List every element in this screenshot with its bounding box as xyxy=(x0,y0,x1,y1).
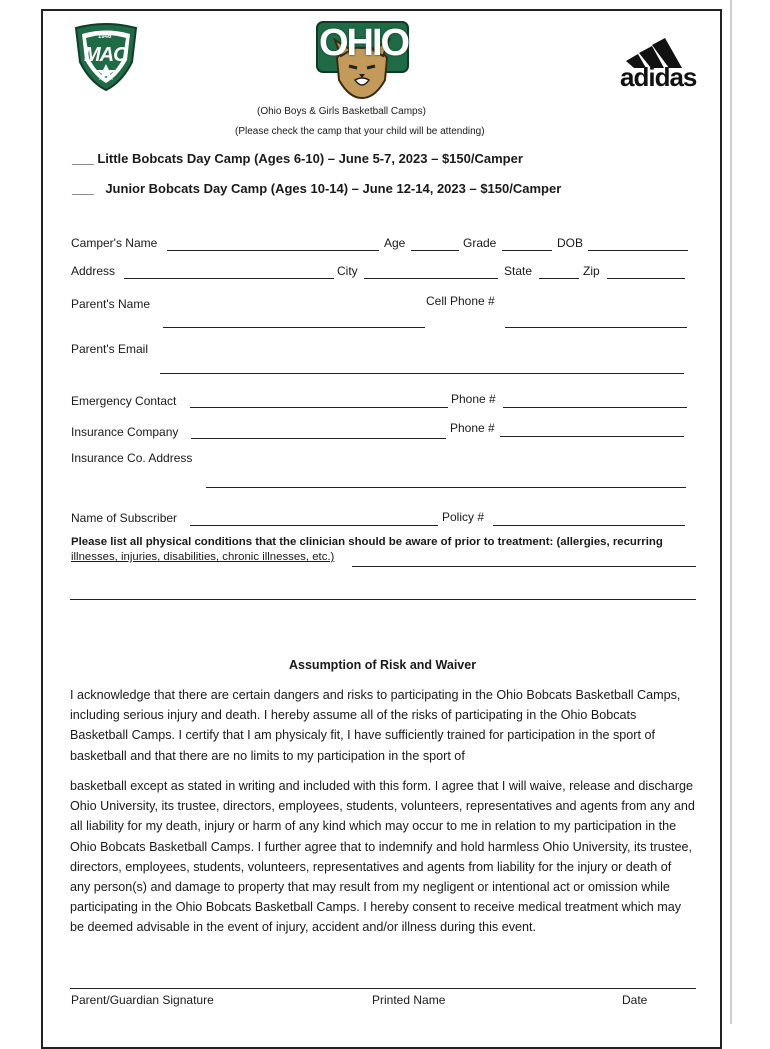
mac-text: MAC xyxy=(84,44,127,66)
age-label: Age xyxy=(384,236,406,250)
cell-phone-label: Cell Phone # xyxy=(426,294,495,308)
printed-name-label: Printed Name xyxy=(372,993,446,1007)
address-field[interactable] xyxy=(124,278,334,279)
dob-label: DOB xyxy=(557,236,584,250)
policy-label: Policy # xyxy=(442,510,485,524)
parents-name-label: Parent's Name xyxy=(71,297,150,311)
insurance-address-label: Insurance Co. Address xyxy=(71,451,193,465)
adidas-logo xyxy=(618,24,706,90)
ohio-bobcat-logo xyxy=(315,18,410,100)
insurance-address-field[interactable] xyxy=(206,487,686,488)
emergency-contact-label: Emergency Contact xyxy=(71,394,177,408)
waiver-paragraph-2: basketball except as stated in writing and included with this form. I agree that I will waive, release and discharge Ohio University, its trustee, directors, employees, students, volunteers, representatives and agents from any and all liability for my death, injury or harm of any kind which may occur to me in relation to my participation in the Ohio Bobcats Basketball Camps. I further agree that to indemnify and hold harmless Ohio University, its trustee, directors, employees, students, volunteers, representatives and agents from liability for the injury or death of any person(s) and damage to property that may result from my negligent or intentional act or omission while participating in the Ohio Bobcats Basketball Camps. I hereby consent to receive medical treatment which may be deemed advisable in the event of injury, accident and/or illness during this event. xyxy=(70,779,695,935)
conditions-line-2: illnesses, injuries, disabilities, chronic illnesses, etc.) xyxy=(71,551,335,563)
signature-line[interactable] xyxy=(70,988,696,989)
parents-email-label: Parent's Email xyxy=(71,342,148,356)
camp-instruction: (Please check the camp that your child will be attending) xyxy=(235,126,485,137)
dob-field[interactable] xyxy=(588,250,688,251)
address-label: Address xyxy=(71,264,116,278)
age-field[interactable] xyxy=(411,250,459,251)
page-edge xyxy=(730,0,732,1024)
cell-phone-field[interactable] xyxy=(505,327,687,328)
state-field[interactable] xyxy=(539,278,579,279)
conditions-field-1[interactable] xyxy=(352,566,696,567)
campers-name-label: Camper's Name xyxy=(71,236,158,250)
phone-label-1: Phone # xyxy=(451,392,496,406)
subscriber-label: Name of Subscriber xyxy=(71,511,178,525)
grade-field[interactable] xyxy=(502,250,552,251)
parents-name-field[interactable] xyxy=(163,327,425,328)
phone-label-2: Phone # xyxy=(450,421,495,435)
emergency-contact-field[interactable] xyxy=(190,407,448,408)
mac-year: 1946 xyxy=(98,34,112,40)
waiver-paragraph-1: I acknowledge that there are certain dangers and risks to participating in the Ohio Bobcats Basketball Camps, including serious injury and death. I hereby assume all of the risks of participating in the Ohio Bobcats Basketball Camps. I certify that I am physicaly fit, I have sufficiently trained for participation in the sport of basketball and that there are no limits to my participation in the sport of xyxy=(70,688,681,763)
city-label: City xyxy=(337,264,358,278)
insurance-company-label: Insurance Company xyxy=(71,425,179,439)
checkbox-blank[interactable]: ___ xyxy=(72,181,94,196)
waiver-title: Assumption of Risk and Waiver xyxy=(289,658,477,672)
mac-logo xyxy=(72,22,140,92)
checkbox-blank[interactable]: ___ xyxy=(72,151,94,166)
camp-option-little[interactable] xyxy=(72,151,523,166)
date-label: Date xyxy=(622,993,648,1007)
parent-signature-label: Parent/Guardian Signature xyxy=(71,993,214,1007)
camp-option-label: Little Bobcats Day Camp (Ages 6-10) – June 5-7, 2023 – $150/Camper xyxy=(97,151,523,166)
adidas-text: adidas xyxy=(620,62,697,92)
conditions-line-1: Please list all physical conditions that the clinician should be aware of prior to treatment: (allergies, recurring xyxy=(71,536,663,548)
conditions-field-2[interactable] xyxy=(70,599,696,600)
parents-email-field[interactable] xyxy=(160,373,684,374)
subscriber-field[interactable] xyxy=(190,525,438,526)
grade-label: Grade xyxy=(463,236,497,250)
zip-field[interactable] xyxy=(607,278,685,279)
zip-label: Zip xyxy=(583,264,600,278)
camp-option-label: Junior Bobcats Day Camp (Ages 10-14) – June 12-14, 2023 – $150/Camper xyxy=(105,181,562,196)
ohio-text: OHIO xyxy=(319,22,409,64)
camp-option-junior[interactable] xyxy=(72,181,561,196)
camp-subtitle: (Ohio Boys & Girls Basketball Camps) xyxy=(257,106,426,117)
insurance-company-field[interactable] xyxy=(191,438,446,439)
policy-field[interactable] xyxy=(493,525,685,526)
state-label: State xyxy=(504,264,533,278)
campers-name-field[interactable] xyxy=(167,250,379,251)
city-field[interactable] xyxy=(364,278,498,279)
insurance-phone-field[interactable] xyxy=(500,436,684,437)
emergency-phone-field[interactable] xyxy=(503,407,687,408)
